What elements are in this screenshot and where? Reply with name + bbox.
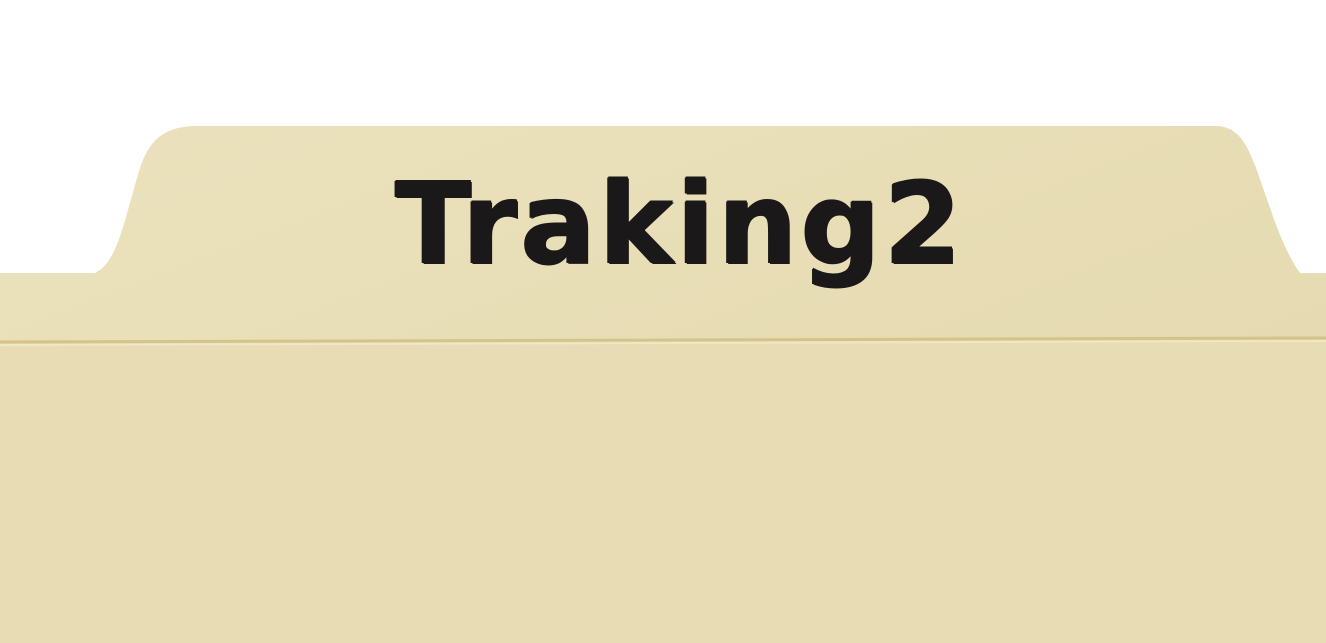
folder-tab-label: Traking2 — [395, 160, 965, 290]
folder-front-panel — [0, 342, 1326, 643]
